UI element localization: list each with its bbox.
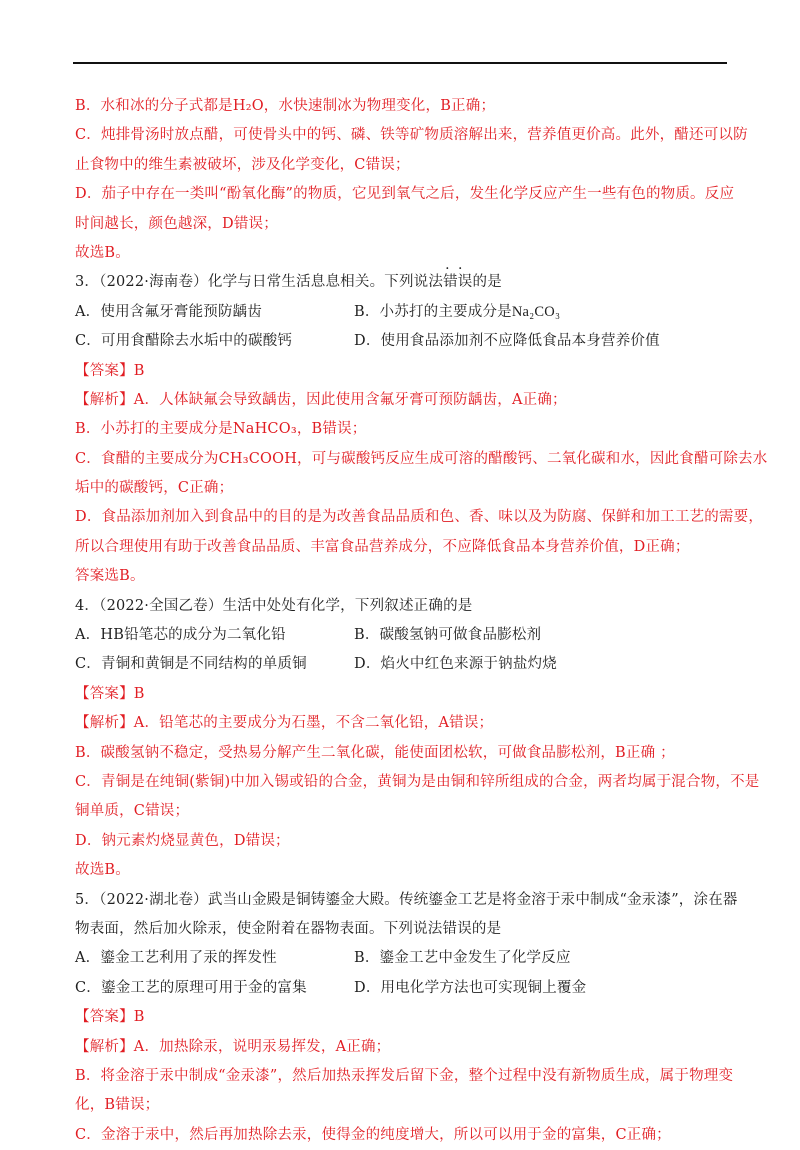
q3-analysis-c-line2: 垢中的碳酸钙，C正确； <box>75 480 234 497</box>
q5-option-d: D．用电化学方法也可实现铜上覆金 <box>354 979 587 996</box>
q4-options-row2 <box>75 650 725 679</box>
prev-analysis-d-line1: D．茄子中存在一类叫“酚氧化酶”的物质，它见到氧气之后，发生化学反应产生一些有色的物质。反应 <box>75 186 735 203</box>
q3-analysis-a: 【解析】A．人体缺氟会导致龋齿，因此使用含氟牙膏可预防龋齿，A正确； <box>75 391 567 408</box>
q3-option-b-formula: Na₂CO₃ <box>511 303 561 320</box>
q3-options-row2 <box>75 327 725 356</box>
q3-option-c: C．可用食醋除去水垢中的碳酸钙 <box>75 333 293 350</box>
q3-options-row1 <box>75 298 725 327</box>
q3-analysis-b: B．小苏打的主要成分是NaHCO₃，B错误； <box>75 421 367 438</box>
q3-option-d: D．使用食品添加剂不应降低食品本身营养价值 <box>354 333 660 350</box>
q3-option-b <box>354 298 725 327</box>
q4-options-row1 <box>75 621 725 650</box>
q5-option-b: B．鎏金工艺中金发生了化学反应 <box>354 950 571 967</box>
q4-analysis-a: 【解析】A．铅笔芯的主要成分为石墨，不含二氧化铅，A错误； <box>75 715 494 732</box>
q5-option-c: C．鎏金工艺的原理可用于金的富集 <box>75 979 307 996</box>
prev-analysis-b: B．水和冰的分子式都是H₂O，水快速制冰为物理变化，B正确； <box>75 98 496 114</box>
document-page <box>75 92 768 1150</box>
q4-conclusion: 故选B。 <box>75 862 130 879</box>
q4-answer: 【答案】B <box>75 685 145 702</box>
q4-analysis-d: D．钠元素灼烧显黄色，D错误； <box>75 832 290 849</box>
q5-answer: 【答案】B <box>75 1009 145 1026</box>
prev-analysis-d-line2: 时间越长，颜色越深，D错误； <box>75 215 278 232</box>
q5-analysis-a: 【解析】A．加热除汞，说明汞易挥发，A正确； <box>75 1038 391 1055</box>
q3-stem-before: 3．（2022·海南卷）化学与日常生活息息相关。下列说法 <box>75 274 444 291</box>
q4-analysis-b: B．碳酸氢钠不稳定，受热易分解产生二氧化碳，能使面团松软，可做食品膨松剂，B正确 ； <box>75 744 675 761</box>
prev-analysis-c-line1: C．炖排骨汤时放点醋，可使骨头中的钙、磷、铁等矿物质溶解出来，营养值更价高。此外，醋还可以防 <box>75 127 748 144</box>
prev-analysis-c-line2: 止食物中的维生素被破坏，涉及化学变化，C错误； <box>75 156 410 173</box>
q3-stem <box>75 268 725 297</box>
q3-answer: 【答案】B <box>75 362 145 379</box>
q3-conclusion: 答案选B。 <box>75 568 145 585</box>
q4-option-c: C．青铜和黄铜是不同结构的单质铜 <box>75 656 307 673</box>
q5-stem-line1: 5．（2022·湖北卷）武当山金殿是铜铸鎏金大殿。传统鎏金工艺是将金溶于汞中制成“金汞漆”，涂在器 <box>75 891 738 908</box>
q3-stem-after: 的是 <box>472 274 502 291</box>
q4-option-d: D．焰火中红色来源于钠盐灼烧 <box>354 656 557 673</box>
q4-analysis-c-line1: C．青铜是在纯铜(紫铜)中加入锡或铅的合金，黄铜为是由铜和锌所组成的合金，两者均属于混合物，不是 <box>75 773 760 790</box>
q3-option-b-text: B．小苏打的主要成分是 <box>354 303 512 320</box>
header-rule <box>73 62 727 64</box>
q3-analysis-d-line1: D．食品添加剂加入到食品中的目的是为改善食品品质和色、香、味以及为防腐、保鲜和加工工艺的需要， <box>75 509 764 526</box>
q3-stem-emphasis: 错误 · · <box>443 268 472 297</box>
q4-option-a: A．HB铅笔芯的成分为二氧化铅 <box>75 627 286 644</box>
q5-stem-line2: 物表面，然后加火除汞，使金附着在器物表面。下列说法错误的是 <box>75 920 502 937</box>
q5-options-row2 <box>75 974 725 1003</box>
q5-analysis-b-line2: 化，B错误； <box>75 1097 160 1114</box>
q5-option-a: A．鎏金工艺利用了汞的挥发性 <box>75 950 277 967</box>
prev-conclusion: 故选B。 <box>75 244 130 261</box>
q3-option-a: A．使用含氟牙膏能预防龋齿 <box>75 303 263 320</box>
q4-stem: 4．（2022·全国乙卷）生活中处处有化学，下列叙述正确的是 <box>75 597 473 614</box>
q3-analysis-d-line2: 所以合理使用有助于改善食品品质、丰富食品营养成分，不应降低食品本身营养价值，D正确； <box>75 538 690 555</box>
q4-option-b: B．碳酸氢钠可做食品膨松剂 <box>354 627 542 644</box>
q5-analysis-c: C．金溶于汞中，然后再加热除去汞，使得金的纯度增大，所以可以用于金的富集，C正确； <box>75 1126 671 1143</box>
q3-analysis-c-line1: C．食醋的主要成分为CH₃COOH，可与碳酸钙反应生成可溶的醋酸钙、二氧化碳和水，因此食醋可除去水 <box>75 450 768 467</box>
q4-analysis-c-line2: 铜单质，C错误； <box>75 803 190 820</box>
q5-analysis-b-line1: B．将金溶于汞中制成“金汞漆”，然后加热汞挥发后留下金，整个过程中没有新物质生成，属于物理变 <box>75 1067 734 1084</box>
q5-options-row1 <box>75 944 725 973</box>
